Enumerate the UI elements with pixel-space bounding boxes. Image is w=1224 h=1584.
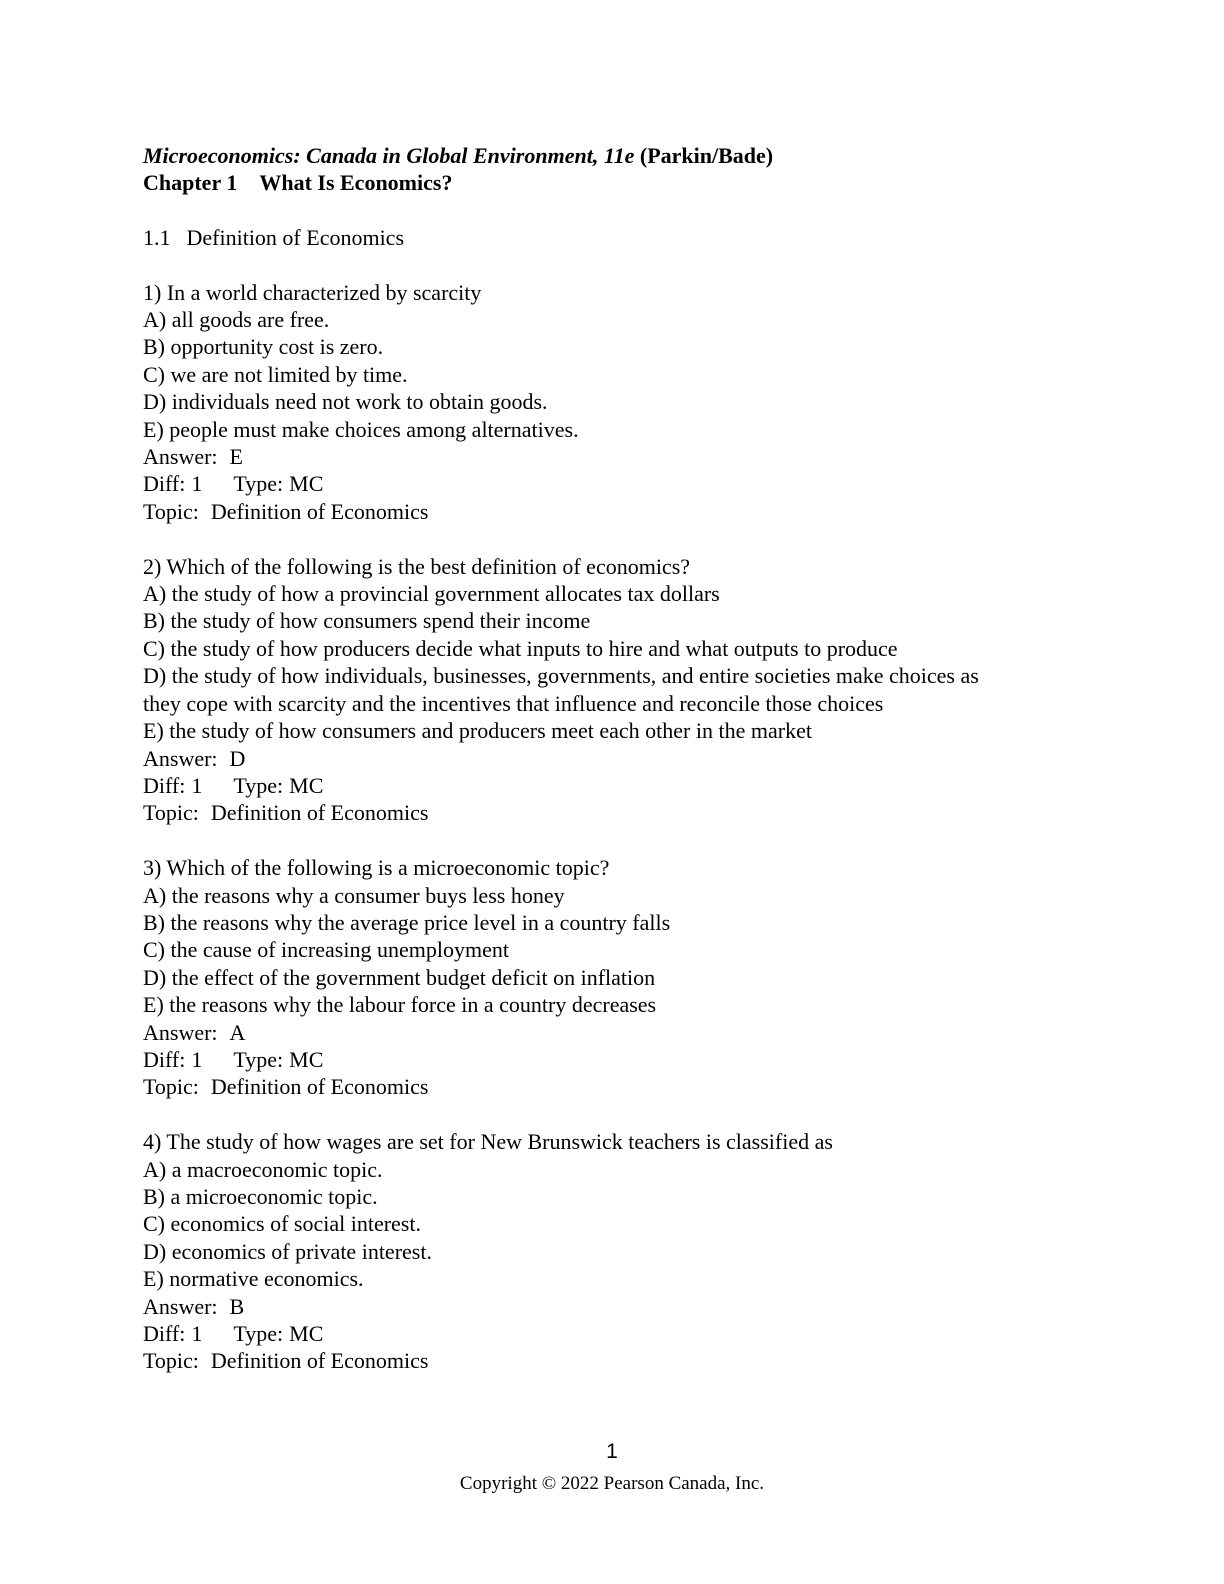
topic-value: Definition of Economics (210, 498, 429, 524)
type-label: Type: (233, 1046, 284, 1072)
topic-label: Topic: (143, 498, 199, 524)
topic-value: Definition of Economics (210, 800, 429, 826)
topic-label: Topic: (143, 1348, 199, 1374)
answer-label: Answer: (143, 745, 218, 771)
answer-label: Answer: (143, 1293, 218, 1319)
answer-label: Answer: (143, 444, 218, 470)
difficulty-label: Diff: (143, 471, 186, 497)
difficulty-value: 1 (191, 1046, 203, 1072)
answer-value: E (229, 444, 243, 470)
chapter-heading (143, 169, 1103, 196)
section-heading (143, 224, 1103, 251)
answer-option: C) we are not limited by time. (143, 361, 408, 387)
question-stem: 1) In a world characterized by scarcity (143, 279, 482, 305)
answer-option: C) economics of social interest. (143, 1211, 421, 1237)
question-block (143, 1128, 1103, 1375)
topic-label: Topic: (143, 800, 199, 826)
answer-option: E) people must make choices among alternatives. (143, 416, 579, 442)
section-number: 1.1 (143, 224, 171, 250)
topic-line (143, 799, 1103, 826)
answer-option: A) a macroeconomic topic. (143, 1156, 383, 1182)
document-page (143, 142, 1103, 1375)
answer-option: C) the study of how producers decide what inputs to hire and what outputs to produce (143, 635, 898, 661)
difficulty-line (143, 1046, 1103, 1073)
difficulty-label: Diff: (143, 1321, 186, 1346)
topic-label: Topic: (143, 1074, 199, 1100)
question-block (143, 553, 1103, 827)
answer-option: C) the cause of increasing unemployment (143, 937, 509, 963)
type-value: MC (289, 772, 324, 798)
question-stem: 4) The study of how wages are set for New Brunswick teachers is classified as (143, 1129, 833, 1155)
type-value: MC (289, 1046, 324, 1072)
difficulty-value: 1 (191, 772, 203, 798)
difficulty-label: Diff: (143, 772, 186, 798)
copyright-notice: Copyright © 2022 Pearson Canada, Inc. (459, 1473, 765, 1494)
topic-line (143, 1347, 1103, 1374)
question-list (143, 279, 1103, 1375)
answer-option: B) the reasons why the average price level in a country falls (143, 909, 671, 935)
difficulty-line (143, 1320, 1103, 1347)
topic-line (143, 1073, 1103, 1100)
difficulty-value: 1 (191, 471, 203, 497)
type-value: MC (289, 471, 324, 497)
type-value: MC (289, 1321, 324, 1346)
answer-option: B) opportunity cost is zero. (143, 334, 384, 360)
question-stem: 2) Which of the following is the best definition of economics? (143, 553, 691, 579)
question-block (143, 854, 1103, 1101)
type-label: Type: (233, 471, 284, 497)
book-title-line (143, 142, 1103, 169)
answer-option: A) the reasons why a consumer buys less honey (143, 882, 565, 908)
answer-option: D) individuals need not work to obtain goods. (143, 389, 548, 415)
answer-value: A (229, 1019, 246, 1045)
answer-option: E) the reasons why the labour force in a country decreases (143, 992, 657, 1018)
question-stem: 3) Which of the following is a microeconomic topic? (143, 855, 610, 881)
chapter-title: What Is Economics? (259, 170, 453, 196)
answer-option: E) the study of how consumers and producers meet each other in the market (143, 718, 812, 744)
answer-option: D) the study of how individuals, businesses, governments, and entire societies make choices as (143, 663, 979, 689)
answer-option: D) economics of private interest. (143, 1238, 432, 1264)
topic-value: Definition of Economics (210, 1348, 429, 1374)
book-title: Microeconomics: Canada in Global Environment, 11e (143, 143, 635, 168)
answer-option: E) normative economics. (143, 1266, 364, 1292)
type-label: Type: (233, 1321, 284, 1346)
answer-option: they cope with scarcity and the incentives that influence and reconcile those choices (143, 690, 884, 716)
answer-option: B) the study of how consumers spend their income (143, 608, 591, 634)
difficulty-label: Diff: (143, 1046, 186, 1072)
answer-line (143, 745, 1103, 772)
topic-line (143, 498, 1103, 525)
answer-option: A) all goods are free. (143, 307, 330, 333)
page-number: 1 (606, 1440, 618, 1463)
question-block (143, 279, 1103, 526)
answer-label: Answer: (143, 1019, 218, 1045)
answer-option: A) the study of how a provincial government allocates tax dollars (143, 581, 720, 607)
answer-option: B) a microeconomic topic. (143, 1183, 378, 1209)
answer-line (143, 1019, 1103, 1046)
difficulty-value: 1 (191, 1321, 203, 1346)
chapter-label: Chapter 1 (143, 170, 238, 196)
answer-line (143, 1293, 1103, 1320)
book-authors: (Parkin/Bade) (639, 143, 774, 168)
answer-value: D (229, 745, 246, 771)
difficulty-line (143, 772, 1103, 799)
answer-value: B (229, 1293, 245, 1319)
section-title: Definition of Economics (186, 224, 405, 250)
answer-line (143, 443, 1103, 470)
type-label: Type: (233, 772, 284, 798)
difficulty-line (143, 470, 1103, 497)
answer-option: D) the effect of the government budget deficit on inflation (143, 964, 656, 990)
topic-value: Definition of Economics (210, 1074, 429, 1100)
